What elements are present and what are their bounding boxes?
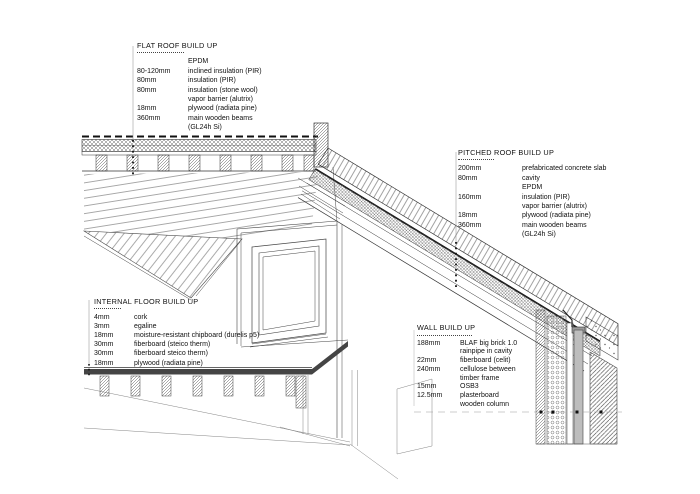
buildup-row (417, 348, 517, 357)
layer-thickness (137, 57, 188, 66)
buildup-row (417, 357, 517, 366)
buildup-row (94, 359, 259, 368)
buildup-row (137, 114, 262, 123)
buildup-rows (417, 340, 517, 410)
layer-description: cellulose between (460, 365, 516, 373)
buildup-row (417, 366, 517, 375)
layer-thickness: 80-120mm (137, 67, 171, 75)
layer-thickness: 80mm (137, 77, 157, 85)
buildup-row (94, 349, 259, 358)
layer-description: timber frame (460, 374, 500, 382)
buildup-row (458, 230, 606, 239)
layer-thickness: 240mm (417, 365, 441, 373)
title-separator (137, 52, 184, 53)
wall-buildup-note (417, 324, 517, 409)
layer-thickness: 18mm (458, 212, 478, 220)
pitched-roof-buildup-note (458, 148, 606, 240)
layer-description: plywood (radiata pine) (134, 359, 203, 367)
buildup-row (137, 67, 262, 76)
layer-description: vapor barrier (alutrix) (188, 96, 253, 104)
floor-joists (100, 376, 306, 408)
layer-description: inclined insulation (PIR) (188, 67, 262, 75)
buildup-title: FLAT ROOF BUILD UP (137, 41, 218, 50)
buildup-row (417, 392, 517, 401)
buildup-row (458, 174, 606, 183)
layer-thickness: 360mm (137, 114, 161, 122)
layer-description: main wooden beams (522, 221, 587, 229)
buildup-row (137, 76, 262, 85)
buildup-row (94, 340, 259, 349)
layer-description: main wooden beams (188, 114, 253, 122)
layer-description: cavity (522, 174, 540, 182)
wall-cellulose-layer (547, 316, 566, 444)
layer-description: fiberboard (celit) (460, 357, 511, 365)
layer-description: insulation (stone wool) (188, 86, 258, 94)
layer-description: vapor barrier (alutrix) (522, 203, 587, 211)
layer-description: plywood (radiata pine) (522, 212, 591, 220)
layer-thickness (417, 348, 460, 357)
buildup-row (137, 86, 262, 95)
layer-thickness: 80mm (137, 86, 157, 94)
layer-thickness: 30mm (94, 341, 114, 349)
buildup-row (137, 57, 262, 66)
buildup-row (94, 313, 259, 322)
buildup-row (417, 340, 517, 349)
buildup-title: PITCHED ROOF BUILD UP (458, 148, 555, 157)
layer-thickness: 18mm (137, 105, 157, 113)
layer-thickness (458, 230, 522, 239)
buildup-row (458, 202, 606, 211)
layer-thickness: 188mm (417, 339, 441, 347)
title-separator (417, 335, 472, 336)
buildup-title: WALL BUILD UP (417, 323, 476, 332)
layer-description: moisture-resistant chipboard (durelis p5) (134, 332, 260, 340)
buildup-rows (458, 164, 606, 239)
layer-description: (GL24h Si) (522, 231, 556, 239)
layer-description: wooden column (460, 400, 510, 408)
layer-thickness: 4mm (94, 314, 110, 322)
layer-description: EPDM (522, 184, 543, 192)
layer-thickness: 3mm (94, 323, 110, 331)
layer-description: EPDM (188, 58, 209, 66)
layer-thickness (417, 375, 460, 384)
title-separator (458, 159, 494, 160)
layer-thickness: 30mm (94, 350, 114, 358)
buildup-row (137, 95, 262, 104)
layer-thickness (458, 183, 522, 192)
wall-section (536, 310, 618, 444)
buildup-row (137, 123, 262, 132)
layer-description: insulation (PIR) (188, 77, 236, 85)
title-separator (94, 308, 121, 309)
buildup-row (417, 401, 517, 410)
wall-column-layer (574, 330, 583, 444)
layer-thickness: 22mm (417, 357, 437, 365)
flat-roof-buildup-note (137, 41, 262, 133)
layer-description: egaline (134, 323, 157, 331)
layer-description: insulation (PIR) (522, 193, 570, 201)
layer-thickness: 18mm (94, 332, 114, 340)
buildup-row (458, 221, 606, 230)
layer-description: cork (134, 314, 148, 322)
layer-description: rainpipe in cavity (460, 348, 513, 356)
wall-brick-layer (590, 352, 617, 444)
flat-roof-beam-blocks (96, 155, 314, 171)
layer-thickness (458, 202, 522, 211)
buildup-row (417, 375, 517, 384)
buildup-rows (94, 313, 259, 368)
buildup-rows (137, 57, 262, 132)
layer-thickness: 12.5mm (417, 391, 443, 399)
internal-floor-buildup-note (94, 297, 259, 368)
buildup-row (137, 104, 262, 113)
buildup-row (458, 164, 606, 173)
layer-thickness (137, 123, 188, 132)
buildup-row (458, 211, 606, 220)
layer-thickness: 15mm (417, 383, 437, 391)
buildup-title: INTERNAL FLOOR BUILD UP (94, 297, 199, 306)
buildup-row (94, 322, 259, 331)
layer-thickness: 200mm (458, 165, 482, 173)
layer-description: OSB3 (460, 383, 479, 391)
layer-description: plasterboard (460, 391, 499, 399)
wall-osb-layer (567, 323, 573, 444)
buildup-row (458, 183, 606, 192)
layer-description: BLAF big brick 1.0 (460, 339, 518, 347)
layer-thickness: 160mm (458, 193, 482, 201)
buildup-row (458, 193, 606, 202)
layer-thickness: 360mm (458, 221, 482, 229)
layer-description: (GL24h Si) (188, 124, 222, 132)
layer-description: plywood (radiata pine) (188, 105, 257, 113)
wall-fiberboard-layer (536, 310, 545, 444)
layer-thickness (417, 401, 460, 410)
layer-description: fiberboard steico therm) (134, 350, 208, 358)
layer-thickness: 18mm (94, 359, 114, 367)
layer-description: fiberboard (steico therm) (134, 341, 211, 349)
layer-thickness (137, 95, 188, 104)
layer-description: prefabricated concrete slab (522, 165, 607, 173)
buildup-row (417, 383, 517, 392)
layer-thickness: 80mm (458, 174, 478, 182)
buildup-row (94, 331, 259, 340)
